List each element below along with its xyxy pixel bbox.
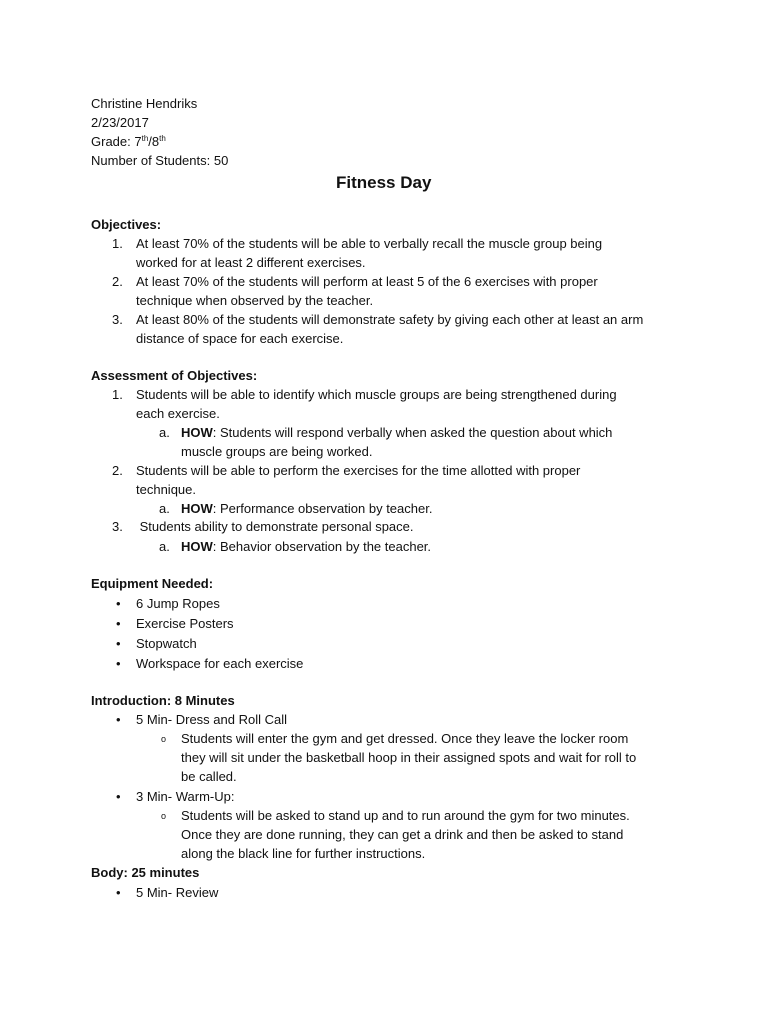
- bullet-icon: •: [116, 616, 121, 631]
- assessment-number: 1.: [112, 387, 123, 402]
- bullet-icon: •: [116, 636, 121, 651]
- intro-item-detail: be called.: [181, 769, 237, 784]
- objective-number: 3.: [112, 312, 123, 327]
- objective-number: 2.: [112, 274, 123, 289]
- equipment-item: Exercise Posters: [136, 616, 234, 631]
- assessment-text: each exercise.: [136, 406, 220, 421]
- lesson-date: 2/23/2017: [91, 115, 149, 130]
- document-title: Fitness Day: [336, 173, 432, 192]
- bullet-icon: •: [116, 596, 121, 611]
- intro-item-detail: they will sit under the basketball hoop in their assigned spots and wait for roll to: [181, 750, 637, 765]
- objective-text: technique when observed by the teacher.: [136, 293, 374, 308]
- body-item: 5 Min- Review: [136, 885, 219, 900]
- student-count: Number of Students: 50: [91, 153, 229, 168]
- assessment-how: HOW: Performance observation by teacher.: [181, 501, 433, 516]
- assessment-how-cont: muscle groups are being worked.: [181, 444, 373, 459]
- assessment-how: HOW: Behavior observation by the teacher.: [181, 539, 432, 554]
- assessment-sub-letter: a.: [159, 425, 170, 440]
- intro-item-detail: along the black line for further instructions.: [181, 846, 426, 861]
- bullet-icon: •: [116, 885, 121, 900]
- assessment-text: Students will be able to perform the exercises for the time allotted with proper: [136, 463, 581, 478]
- bullet-icon: •: [116, 712, 121, 727]
- equipment-item: Stopwatch: [136, 636, 197, 651]
- objective-text: worked for at least 2 different exercises.: [136, 255, 366, 270]
- intro-item-detail: Once they are done running, they can get a drink and then be asked to stand: [181, 827, 624, 842]
- intro-item-label: 5 Min- Dress and Roll Call: [136, 712, 287, 727]
- intro-item-detail: Students will enter the gym and get dressed. Once they leave the locker room: [181, 731, 629, 746]
- objectives-heading: Objectives:: [91, 217, 162, 232]
- assessment-sub-letter: a.: [159, 539, 170, 554]
- body-heading: Body: 25 minutes: [91, 865, 200, 880]
- author-name: Christine Hendriks: [91, 96, 198, 111]
- assessment-number: 2.: [112, 463, 123, 478]
- introduction-heading: Introduction: 8 Minutes: [91, 693, 235, 708]
- grade-line: Grade: 7th/8th: [91, 134, 166, 149]
- objective-text: At least 80% of the students will demonstrate safety by giving each other at least an arm: [136, 312, 644, 327]
- equipment-item: 6 Jump Ropes: [136, 596, 220, 611]
- objective-text: At least 70% of the students will perform at least 5 of the 6 exercises with proper: [136, 274, 598, 289]
- bullet-icon: •: [116, 656, 121, 671]
- assessment-text: technique.: [136, 482, 196, 497]
- circle-bullet-icon: o: [161, 734, 167, 744]
- assessment-heading: Assessment of Objectives:: [91, 368, 258, 383]
- objective-number: 1.: [112, 236, 123, 251]
- bullet-icon: •: [116, 789, 121, 804]
- intro-item-detail: Students will be asked to stand up and to run around the gym for two minutes.: [181, 808, 630, 823]
- objective-text: At least 70% of the students will be able to verbally recall the muscle group being: [136, 236, 603, 251]
- equipment-heading: Equipment Needed:: [91, 576, 214, 591]
- assessment-text: Students ability to demonstrate personal space.: [136, 519, 414, 534]
- objective-text: distance of space for each exercise.: [136, 331, 344, 346]
- circle-bullet-icon: o: [161, 811, 167, 821]
- assessment-text: Students will be able to identify which muscle groups are being strengthened during: [136, 387, 617, 402]
- intro-item-label: 3 Min- Warm-Up:: [136, 789, 235, 804]
- assessment-sub-letter: a.: [159, 501, 170, 516]
- assessment-number: 3.: [112, 519, 123, 534]
- equipment-item: Workspace for each exercise: [136, 656, 304, 671]
- assessment-how: HOW: Students will respond verbally when asked the question about which: [181, 425, 613, 440]
